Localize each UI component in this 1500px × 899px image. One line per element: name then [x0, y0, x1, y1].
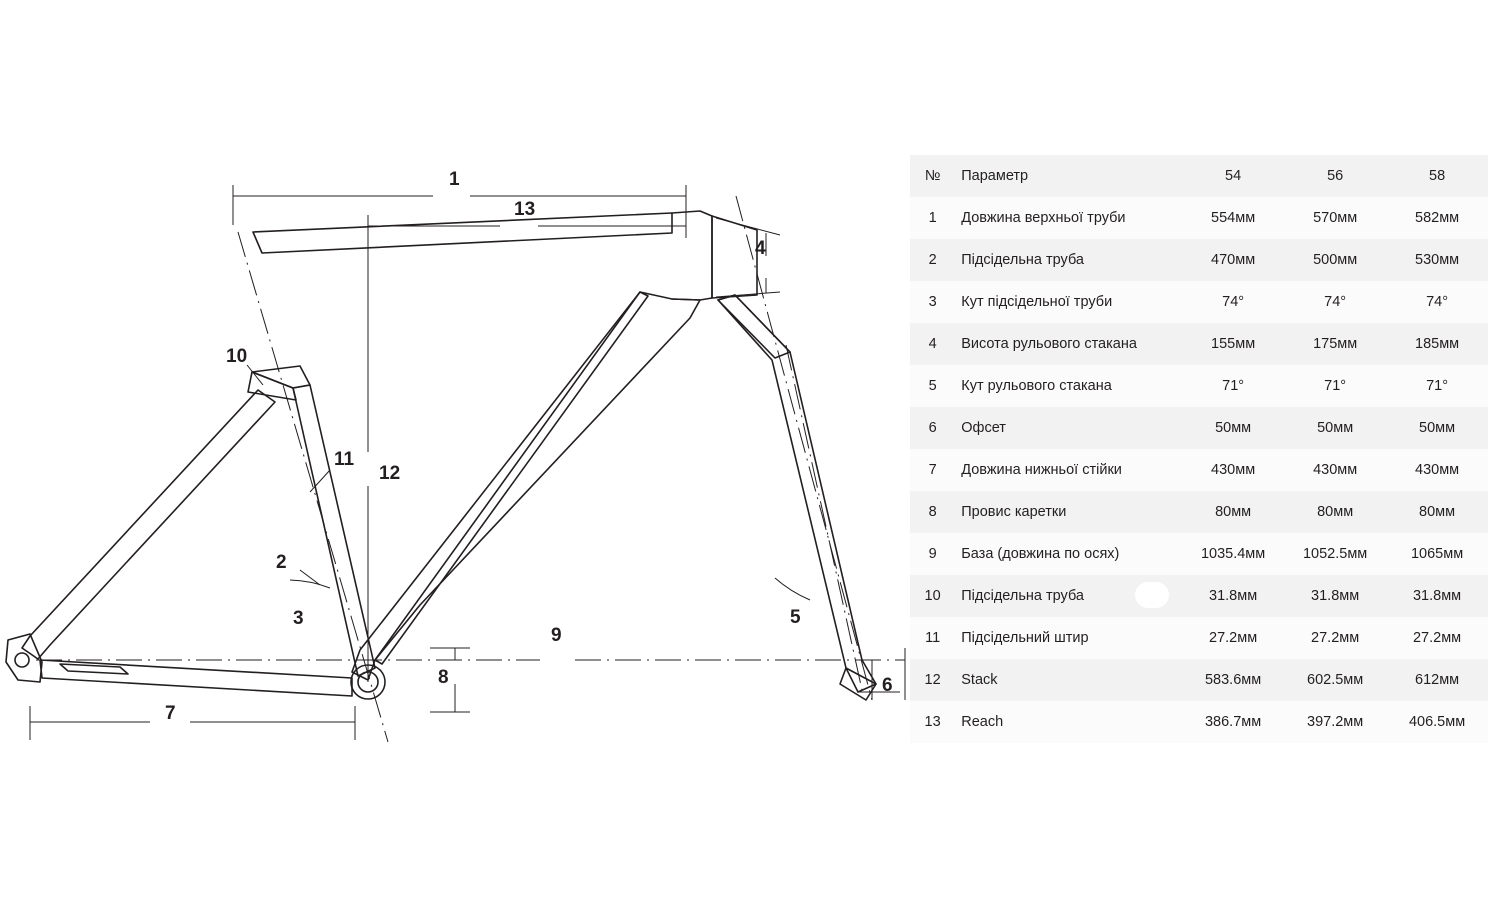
row-value-58: 74°: [1426, 294, 1449, 310]
row-value-54: 74°: [1222, 294, 1245, 310]
callout-4: 4: [755, 238, 766, 259]
callout-6: 6: [882, 675, 893, 696]
row-number: 10: [924, 588, 941, 604]
row-number: 13: [924, 714, 941, 730]
seat-collar: [252, 366, 310, 388]
row-value-54: 50мм: [1215, 420, 1252, 436]
header-size-56: 56: [1327, 168, 1344, 184]
dim4-line-top: [716, 218, 780, 235]
row-parameter: Підсідельний штир: [961, 630, 1089, 646]
row-parameter: Висота рульового стакана: [961, 336, 1137, 352]
row-value-56: 1052.5мм: [1302, 546, 1368, 562]
table-body: [910, 197, 1488, 743]
row-parameter: Кут рульового стакана: [961, 378, 1112, 394]
row-value-56: 175мм: [1313, 336, 1358, 352]
table-row: [910, 701, 1488, 743]
callout-9: 9: [551, 625, 562, 646]
chain-stay-bridge: [60, 664, 128, 674]
callout-1: 1: [449, 169, 460, 190]
geometry-table: [910, 155, 1488, 743]
fork-centerline: [786, 345, 862, 690]
angle3-arc: [290, 580, 330, 588]
row-value-54: 1035.4мм: [1200, 546, 1266, 562]
header-size-58: 58: [1429, 168, 1446, 184]
row-value-56: 50мм: [1317, 420, 1354, 436]
header-parameter: Параметр: [961, 168, 1029, 184]
callout-5: 5: [790, 607, 801, 628]
table-row: [910, 659, 1488, 701]
seat-clamp: [248, 372, 296, 400]
fork-crown: [718, 295, 790, 358]
header-number: №: [924, 168, 941, 184]
top-tube: [253, 213, 672, 253]
row-value-56: 602.5мм: [1307, 672, 1364, 688]
head-tube-top: [672, 211, 712, 300]
row-value-58: 406.5мм: [1408, 714, 1466, 730]
table-row: [910, 365, 1488, 407]
fork: [718, 295, 876, 692]
header-size-54: 54: [1225, 168, 1242, 184]
table-row: [910, 407, 1488, 449]
row-number: 8: [928, 504, 937, 520]
row-value-54: 80мм: [1215, 504, 1252, 520]
row-value-58: 31.8мм: [1412, 588, 1462, 604]
table-row: [910, 281, 1488, 323]
callout-11: 11: [334, 449, 355, 470]
row-parameter: Довжина нижньої стійки: [961, 462, 1122, 478]
row-value-58: 530мм: [1415, 252, 1460, 268]
row-number: 4: [928, 336, 937, 352]
leader2: [300, 570, 320, 585]
table-head: [910, 155, 1488, 197]
table-header-row: [910, 155, 1488, 197]
table-row: [910, 617, 1488, 659]
row-number: 2: [928, 252, 937, 268]
row-value-54: 155мм: [1211, 336, 1256, 352]
row-parameter: Офсет: [961, 420, 1006, 436]
down-tube: [352, 292, 700, 680]
row-value-54: 583.6мм: [1204, 672, 1262, 688]
row-parameter: Кут підсідельної труби: [961, 294, 1113, 310]
row-parameter: Reach: [961, 714, 1004, 730]
row-number: 9: [928, 546, 937, 562]
table-row: [910, 239, 1488, 281]
table-row: [910, 197, 1488, 239]
seat-tube-centerline: [238, 232, 388, 742]
row-value-54: 470мм: [1211, 252, 1256, 268]
table-row: [910, 323, 1488, 365]
row-value-58: 430мм: [1415, 462, 1460, 478]
row-number: 12: [924, 672, 941, 688]
row-number: 5: [928, 378, 937, 394]
row-value-58: 612мм: [1415, 672, 1460, 688]
callout-8: 8: [438, 667, 449, 688]
row-number: 3: [928, 294, 937, 310]
row-value-54: 27.2мм: [1209, 630, 1258, 646]
row-value-54: 386.7мм: [1204, 714, 1262, 730]
row-value-58: 185мм: [1415, 336, 1460, 352]
callout-13: 13: [514, 199, 536, 220]
row-value-58: 71°: [1426, 378, 1449, 394]
row-value-58: 27.2мм: [1412, 630, 1462, 646]
head-tube: [712, 216, 757, 298]
row-value-56: 397.2мм: [1307, 714, 1364, 730]
table-row: [910, 449, 1488, 491]
row-value-56: 74°: [1324, 294, 1347, 310]
row-parameter: Довжина верхньої труби: [961, 210, 1126, 226]
row-value-56: 570мм: [1313, 210, 1358, 226]
row-value-58: 80мм: [1419, 504, 1456, 520]
callout-2: 2: [276, 552, 287, 573]
seat-stay: [22, 390, 275, 659]
callout-10: 10: [226, 346, 248, 367]
row-value-58: 50мм: [1419, 420, 1456, 436]
row-value-54: 430мм: [1211, 462, 1256, 478]
row-value-58: 1065мм: [1410, 546, 1464, 562]
row-parameter: Stack: [961, 672, 998, 688]
inner-brace: [375, 292, 648, 664]
row-highlight-gap: [1135, 582, 1169, 608]
angle5-arc: [775, 578, 810, 600]
table-row: [910, 533, 1488, 575]
rear-axle: [15, 653, 29, 667]
row-value-56: 31.8мм: [1311, 588, 1360, 604]
row-number: 11: [925, 630, 941, 646]
row-number: 6: [928, 420, 937, 436]
table-row: [910, 575, 1488, 617]
row-value-54: 71°: [1222, 378, 1245, 394]
row-value-56: 500мм: [1313, 252, 1358, 268]
table-row: [910, 491, 1488, 533]
row-parameter: Провис каретки: [961, 504, 1067, 520]
callout-3: 3: [293, 608, 304, 629]
row-value-56: 430мм: [1313, 462, 1358, 478]
row-value-56: 80мм: [1317, 504, 1354, 520]
callout-12: 12: [379, 463, 401, 484]
row-value-54: 31.8мм: [1209, 588, 1258, 604]
row-parameter: База (довжина по осях): [961, 546, 1120, 562]
row-number: 1: [928, 210, 937, 226]
seat-tube: [293, 385, 375, 676]
row-parameter: Підсідельна труба: [961, 588, 1084, 604]
row-value-58: 582мм: [1415, 210, 1460, 226]
callout-7: 7: [165, 703, 176, 724]
row-value-54: 554мм: [1211, 210, 1256, 226]
row-value-56: 27.2мм: [1311, 630, 1360, 646]
row-number: 7: [928, 462, 937, 478]
row-parameter: Підсідельна труба: [961, 252, 1084, 268]
row-value-56: 71°: [1324, 378, 1347, 394]
